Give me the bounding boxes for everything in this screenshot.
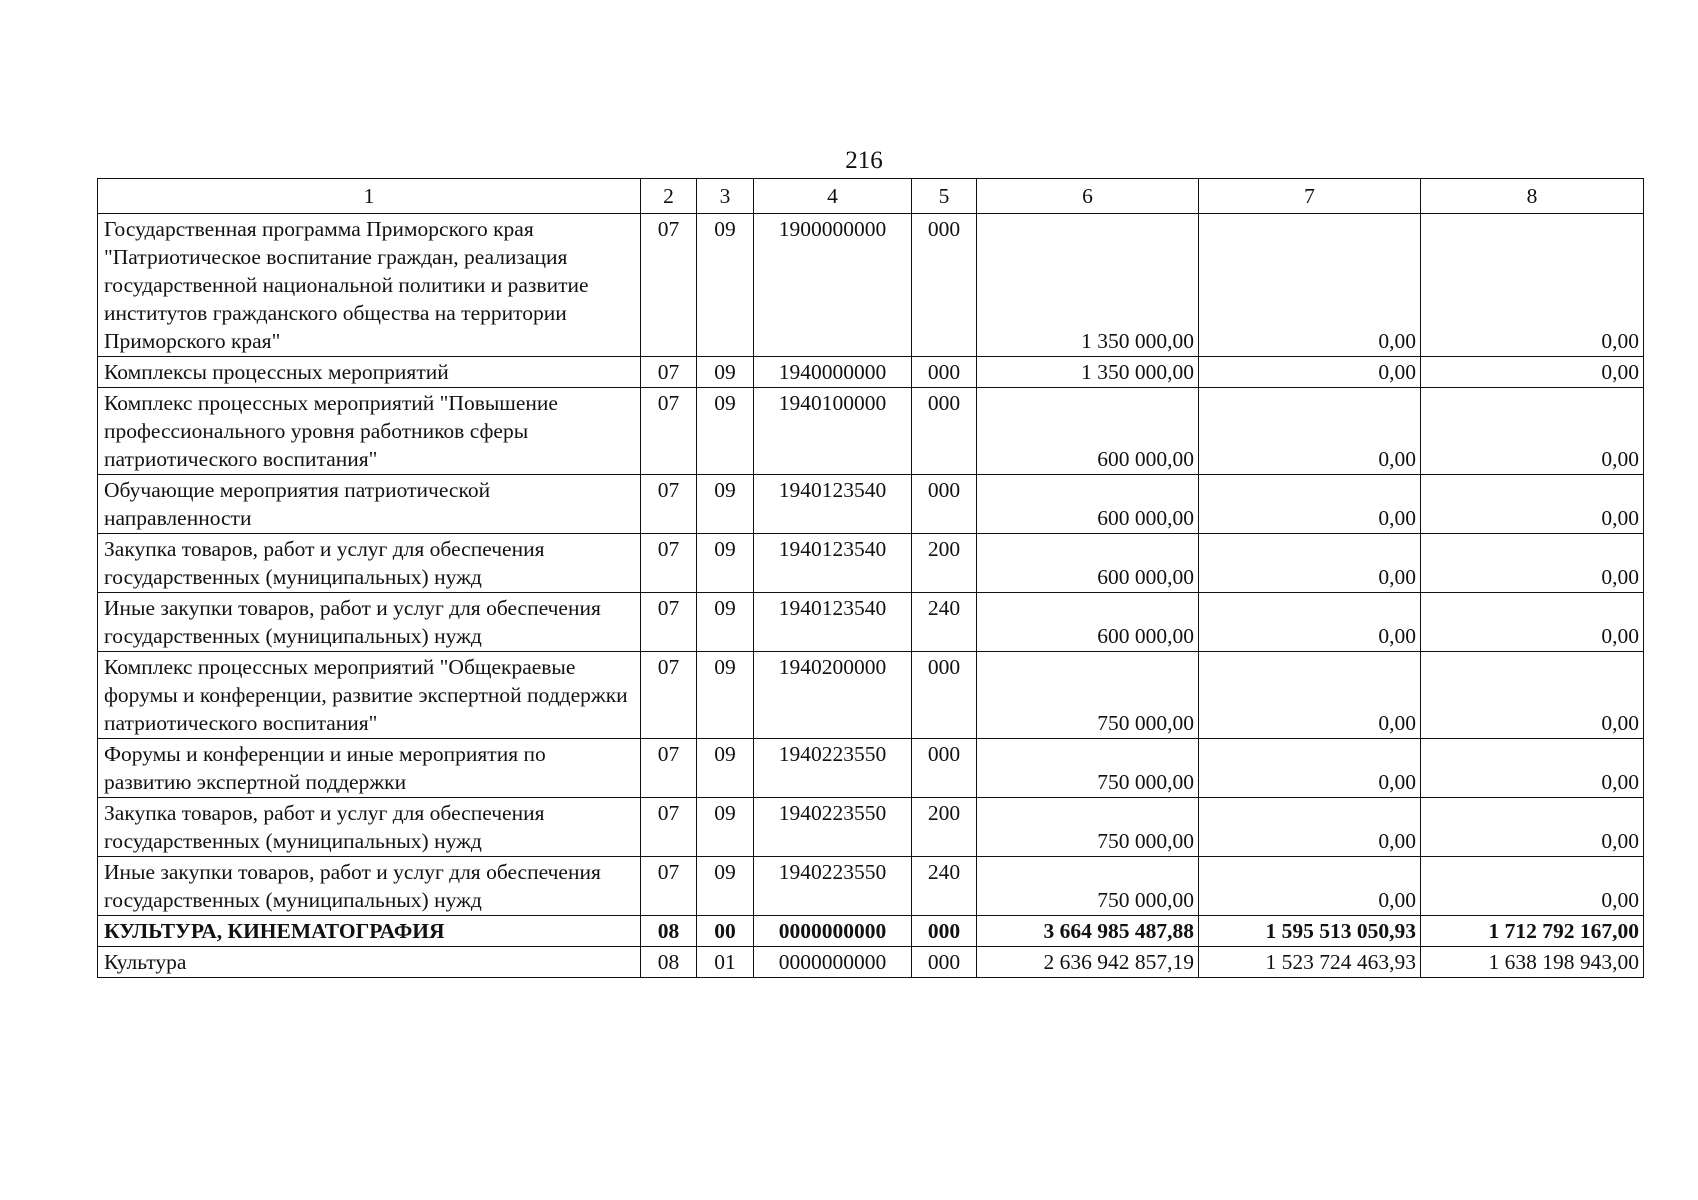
amount-col7-cell: 0,00 bbox=[1199, 214, 1421, 357]
amount-col8-cell: 0,00 bbox=[1421, 857, 1644, 916]
amount-col7-cell: 0,00 bbox=[1199, 798, 1421, 857]
row-name-cell: Комплекс процессных мероприятий "Общекраевые форумы и конференции, развитие экспертной поддержки патриотического воспитания" bbox=[98, 652, 641, 739]
subsection-code-cell: 09 bbox=[697, 857, 754, 916]
amount-col8-cell: 0,00 bbox=[1421, 593, 1644, 652]
target-article-cell: 1940223550 bbox=[754, 857, 912, 916]
expense-type-cell: 200 bbox=[912, 534, 977, 593]
amount-col6-cell: 1 350 000,00 bbox=[977, 214, 1199, 357]
table-row bbox=[98, 857, 1644, 916]
subsection-code-cell: 09 bbox=[697, 357, 754, 388]
amount-col8-cell: 1 638 198 943,00 bbox=[1421, 947, 1644, 978]
amount-col8-cell: 0,00 bbox=[1421, 475, 1644, 534]
target-article-cell: 1940123540 bbox=[754, 475, 912, 534]
table-row bbox=[98, 798, 1644, 857]
column-number: 8 bbox=[1421, 179, 1644, 214]
amount-col7-cell: 0,00 bbox=[1199, 739, 1421, 798]
row-name-cell: Комплексы процессных мероприятий bbox=[98, 357, 641, 388]
section-code-cell: 07 bbox=[641, 534, 697, 593]
section-code-cell: 07 bbox=[641, 214, 697, 357]
amount-col7-cell: 0,00 bbox=[1199, 534, 1421, 593]
amount-col6-cell: 750 000,00 bbox=[977, 857, 1199, 916]
subsection-code-cell: 09 bbox=[697, 388, 754, 475]
expense-type-cell: 000 bbox=[912, 739, 977, 798]
amount-col6-cell: 600 000,00 bbox=[977, 593, 1199, 652]
amount-col8-cell: 0,00 bbox=[1421, 534, 1644, 593]
column-number: 1 bbox=[98, 179, 641, 214]
subsection-code-cell: 00 bbox=[697, 916, 754, 947]
subsection-code-cell: 09 bbox=[697, 475, 754, 534]
section-code-cell: 07 bbox=[641, 388, 697, 475]
target-article-cell: 1940100000 bbox=[754, 388, 912, 475]
amount-col6-cell: 750 000,00 bbox=[977, 652, 1199, 739]
amount-col6-cell: 600 000,00 bbox=[977, 534, 1199, 593]
amount-col6-cell: 2 636 942 857,19 bbox=[977, 947, 1199, 978]
target-article-cell: 0000000000 bbox=[754, 916, 912, 947]
page-number: 216 bbox=[845, 147, 883, 174]
row-name-cell: Комплекс процессных мероприятий "Повышение профессионального уровня работников сферы патриотического воспитания" bbox=[98, 388, 641, 475]
section-code-cell: 07 bbox=[641, 593, 697, 652]
amount-col7-cell: 0,00 bbox=[1199, 357, 1421, 388]
row-name-cell: Культура bbox=[98, 947, 641, 978]
column-number-row bbox=[98, 179, 1644, 214]
row-name-cell: Форумы и конференции и иные мероприятия по развитию экспертной поддержки bbox=[98, 739, 641, 798]
target-article-cell: 1940200000 bbox=[754, 652, 912, 739]
column-number: 6 bbox=[977, 179, 1199, 214]
row-name-cell: Закупка товаров, работ и услуг для обеспечения государственных (муниципальных) нужд bbox=[98, 534, 641, 593]
amount-col6-cell: 3 664 985 487,88 bbox=[977, 916, 1199, 947]
expense-type-cell: 000 bbox=[912, 916, 977, 947]
amount-col7-cell: 1 595 513 050,93 bbox=[1199, 916, 1421, 947]
column-number: 7 bbox=[1199, 179, 1421, 214]
table-row bbox=[98, 947, 1644, 978]
amount-col8-cell: 0,00 bbox=[1421, 798, 1644, 857]
column-number: 5 bbox=[912, 179, 977, 214]
subsection-code-cell: 09 bbox=[697, 798, 754, 857]
section-code-cell: 07 bbox=[641, 475, 697, 534]
subsection-code-cell: 01 bbox=[697, 947, 754, 978]
row-name-cell: Иные закупки товаров, работ и услуг для обеспечения государственных (муниципальных) нужд bbox=[98, 857, 641, 916]
section-code-cell: 07 bbox=[641, 652, 697, 739]
section-code-cell: 07 bbox=[641, 739, 697, 798]
amount-col7-cell: 1 523 724 463,93 bbox=[1199, 947, 1421, 978]
subsection-code-cell: 09 bbox=[697, 652, 754, 739]
table-row bbox=[98, 739, 1644, 798]
table-row bbox=[98, 652, 1644, 739]
expense-type-cell: 000 bbox=[912, 652, 977, 739]
section-code-cell: 08 bbox=[641, 947, 697, 978]
target-article-cell: 1940123540 bbox=[754, 534, 912, 593]
row-name-cell: КУЛЬТУРА, КИНЕМАТОГРАФИЯ bbox=[98, 916, 641, 947]
table-row bbox=[98, 357, 1644, 388]
target-article-cell: 1940223550 bbox=[754, 798, 912, 857]
target-article-cell: 1940223550 bbox=[754, 739, 912, 798]
expense-type-cell: 200 bbox=[912, 798, 977, 857]
amount-col6-cell: 750 000,00 bbox=[977, 798, 1199, 857]
section-code-cell: 07 bbox=[641, 357, 697, 388]
target-article-cell: 1900000000 bbox=[754, 214, 912, 357]
row-name-cell: Закупка товаров, работ и услуг для обеспечения государственных (муниципальных) нужд bbox=[98, 798, 641, 857]
amount-col6-cell: 1 350 000,00 bbox=[977, 357, 1199, 388]
amount-col8-cell: 0,00 bbox=[1421, 214, 1644, 357]
section-code-cell: 08 bbox=[641, 916, 697, 947]
amount-col8-cell: 1 712 792 167,00 bbox=[1421, 916, 1644, 947]
amount-col7-cell: 0,00 bbox=[1199, 857, 1421, 916]
amount-col7-cell: 0,00 bbox=[1199, 388, 1421, 475]
column-number: 3 bbox=[697, 179, 754, 214]
subsection-code-cell: 09 bbox=[697, 593, 754, 652]
section-code-cell: 07 bbox=[641, 798, 697, 857]
amount-col8-cell: 0,00 bbox=[1421, 357, 1644, 388]
amount-col8-cell: 0,00 bbox=[1421, 388, 1644, 475]
table-row bbox=[98, 593, 1644, 652]
amount-col8-cell: 0,00 bbox=[1421, 652, 1644, 739]
amount-col6-cell: 600 000,00 bbox=[977, 388, 1199, 475]
table-row bbox=[98, 214, 1644, 357]
expense-type-cell: 000 bbox=[912, 357, 977, 388]
column-number: 4 bbox=[754, 179, 912, 214]
column-number: 2 bbox=[641, 179, 697, 214]
row-name-cell: Иные закупки товаров, работ и услуг для обеспечения государственных (муниципальных) нужд bbox=[98, 593, 641, 652]
subsection-code-cell: 09 bbox=[697, 534, 754, 593]
row-name-cell: Государственная программа Приморского края "Патриотическое воспитание граждан, реализация государственной национальной политики и развитие институтов гражданского общества на территории Приморского края" bbox=[98, 214, 641, 357]
subsection-code-cell: 09 bbox=[697, 214, 754, 357]
target-article-cell: 1940123540 bbox=[754, 593, 912, 652]
amount-col6-cell: 750 000,00 bbox=[977, 739, 1199, 798]
target-article-cell: 1940000000 bbox=[754, 357, 912, 388]
amount-col7-cell: 0,00 bbox=[1199, 652, 1421, 739]
amount-col7-cell: 0,00 bbox=[1199, 593, 1421, 652]
amount-col6-cell: 600 000,00 bbox=[977, 475, 1199, 534]
section-code-cell: 07 bbox=[641, 857, 697, 916]
expense-type-cell: 240 bbox=[912, 593, 977, 652]
expense-type-cell: 000 bbox=[912, 388, 977, 475]
section-total-row bbox=[98, 916, 1644, 947]
row-name-cell: Обучающие мероприятия патриотической направленности bbox=[98, 475, 641, 534]
table-row bbox=[98, 475, 1644, 534]
expense-type-cell: 000 bbox=[912, 947, 977, 978]
expense-type-cell: 000 bbox=[912, 214, 977, 357]
table-row bbox=[98, 534, 1644, 593]
table-row bbox=[98, 388, 1644, 475]
subsection-code-cell: 09 bbox=[697, 739, 754, 798]
budget-table bbox=[97, 178, 1644, 978]
amount-col7-cell: 0,00 bbox=[1199, 475, 1421, 534]
amount-col8-cell: 0,00 bbox=[1421, 739, 1644, 798]
target-article-cell: 0000000000 bbox=[754, 947, 912, 978]
expense-type-cell: 240 bbox=[912, 857, 977, 916]
expense-type-cell: 000 bbox=[912, 475, 977, 534]
